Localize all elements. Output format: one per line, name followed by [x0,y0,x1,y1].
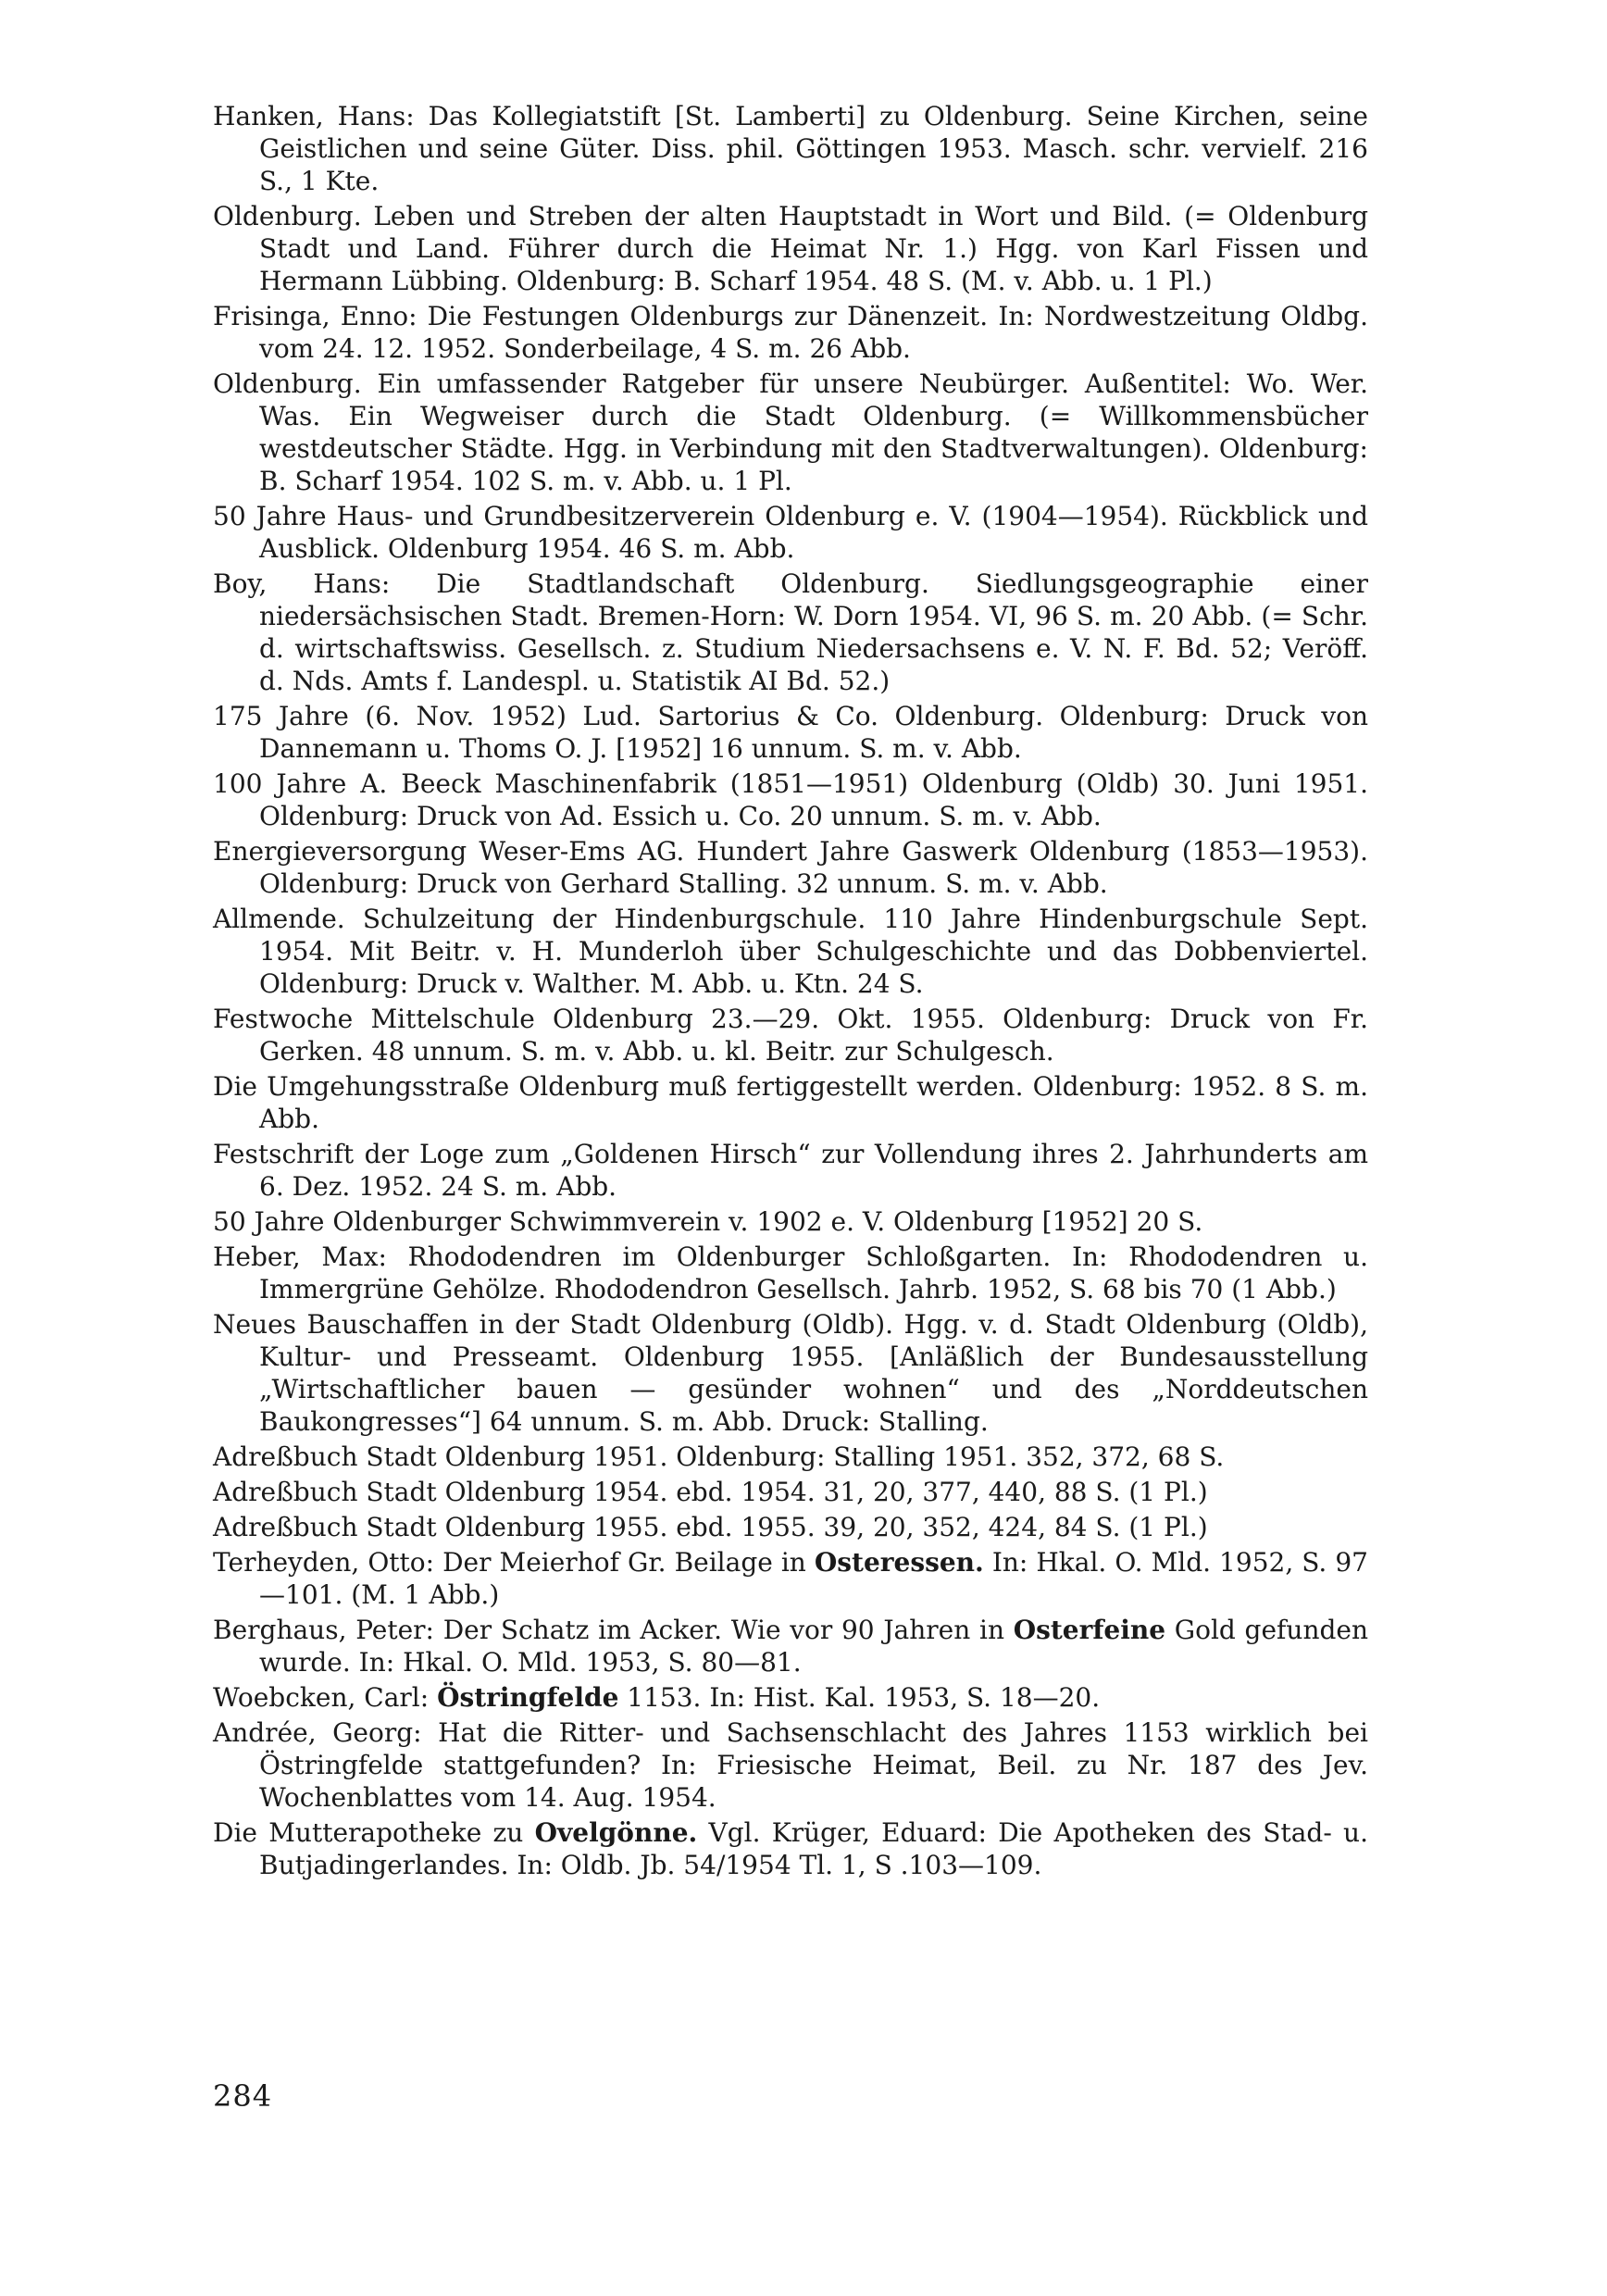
entry-text: Woebcken, Carl: [213,1682,438,1713]
bibliography-entry [213,835,1368,900]
entry-text: Terheyden, Otto: Der Meierhof Gr. Beilage in [213,1547,815,1578]
bibliography-entry [213,1546,1368,1611]
bibliography-entry [213,500,1368,565]
bibliography-entry [213,1716,1368,1814]
bibliography-entry [213,1476,1368,1508]
entry-text: Andrée, Georg: Hat die Ritter- und Sachsenschlacht des Jahres 1153 wirklich bei Östringfelde stattgefunden? In: Friesische Heimat, Beil. zu Nr. 187 des Jev. Wochenblattes vom 14. Aug. 1954. [213,1717,1368,1813]
entry-text: Festschrift der Loge zum „Goldenen Hirsch“ zur Vollendung ihres 2. Jahrhunderts am 6. Dez. 1952. 24 S. m. Abb. [213,1139,1368,1202]
bibliography-entry [213,1816,1368,1881]
entry-text: Boy, Hans: Die Stadtlandschaft Oldenburg. Siedlungsgeographie einer niedersächsischen Stadt. Bremen-Horn: W. Dorn 1954. VI, 96 S. m. 20 Abb. (= Schr. d. wirtschaftswiss. Gesellsch. z. Studium Niedersachsens e. V. N. F. Bd. 52; Veröff. d. Nds. Amts f. Landespl. u. Statistik AI Bd. 52.) [213,568,1368,696]
entry-text: Adreßbuch Stadt Oldenburg 1951. Oldenburg: Stalling 1951. 352, 372, 68 S. [213,1441,1225,1472]
bibliography-entry [213,903,1368,1000]
entry-text-continued: 1153. In: Hist. Kal. 1953, S. 18—20. [618,1682,1101,1713]
entry-text: Heber, Max: Rhododendren im Oldenburger Schloßgarten. In: Rhododendren u. Immergrüne Gehölze. Rhododendron Gesellsch. Jahrb. 1952, S. 68 bis 70 (1 Abb.) [213,1242,1368,1304]
entry-place-name: Osteressen. [814,1547,984,1578]
bibliography-entry [213,368,1368,497]
bibliography-entry [213,300,1368,365]
entry-text: Neues Bauschaffen in der Stadt Oldenburg (Oldb). Hgg. v. d. Stadt Oldenburg (Oldb), Kultur- und Presseamt. Oldenburg 1955. [Anläßlich der Bundesausstellung „Wirtschaftlicher bauen — gesünder wohnen“ und des „Norddeutschen Baukongresses“] 64 unnum. S. m. Abb. Druck: Stalling. [213,1309,1368,1437]
bibliography-entry [213,1241,1368,1305]
page-number: 284 [213,2078,273,2114]
bibliography-entry [213,1308,1368,1438]
entry-text: 50 Jahre Haus- und Grundbesitzerverein Oldenburg e. V. (1904—1954). Rückblick und Ausblick. Oldenburg 1954. 46 S. m. Abb. [213,501,1368,564]
bibliography-entry [213,100,1368,197]
entry-text: Hanken, Hans: Das Kollegiatstift [St. Lamberti] zu Oldenburg. Seine Kirchen, seine Geistlichen und seine Güter. Diss. phil. Göttingen 1953. Masch. schr. vervielf. 216 S., 1 Kte. [213,101,1368,196]
entry-text: Die Mutterapotheke zu [213,1817,535,1848]
bibliography-entry [213,200,1368,297]
entry-text: Energieversorgung Weser-Ems AG. Hundert Jahre Gaswerk Oldenburg (1853—1953). Oldenburg: Druck von Gerhard Stalling. 32 unnum. S. m. v. Abb. [213,836,1368,899]
bibliography-entry [213,767,1368,832]
entry-text: Festwoche Mittelschule Oldenburg 23.—29. Okt. 1955. Oldenburg: Druck von Fr. Gerken. 48 unnum. S. m. v. Abb. u. kl. Beitr. zur Schulgesch. [213,1004,1368,1067]
entry-text: Adreßbuch Stadt Oldenburg 1954. ebd. 1954. 31, 20, 377, 440, 88 S. (1 Pl.) [213,1477,1208,1507]
entry-text: 100 Jahre A. Beeck Maschinenfabrik (1851—1951) Oldenburg (Oldb) 30. Juni 1951. Oldenburg: Druck von Ad. Essich u. Co. 20 unnum. S. m. v. Abb. [213,768,1368,831]
bibliography-entry [213,1614,1368,1678]
bibliography-entry [213,1511,1368,1543]
entry-place-name: Östringfelde [437,1682,619,1713]
bibliography-entry [213,568,1368,697]
entry-text: Frisinga, Enno: Die Festungen Oldenburgs zur Dänenzeit. In: Nordwestzeitung Oldbg. vom 24. 12. 1952. Sonderbeilage, 4 S. m. 26 Abb. [213,301,1368,364]
bibliography-entry [213,1205,1368,1238]
entry-text: Die Umgehungsstraße Oldenburg muß fertiggestellt werden. Oldenburg: 1952. 8 S. m. Abb. [213,1071,1368,1134]
entry-text: Adreßbuch Stadt Oldenburg 1955. ebd. 1955. 39, 20, 352, 424, 84 S. (1 Pl.) [213,1512,1208,1542]
entry-text: Allmende. Schulzeitung der Hindenburgschule. 110 Jahre Hindenburgschule Sept. 1954. Mit Beitr. v. H. Munderloh über Schulgeschichte und das Dobbenviertel. Oldenburg: Druck v. Walther. M. Abb. u. Ktn. 24 S. [213,904,1368,999]
entry-text: 175 Jahre (6. Nov. 1952) Lud. Sartorius & Co. Oldenburg. Oldenburg: Druck von Dannemann u. Thoms O. J. [1952] 16 unnum. S. m. v. Abb. [213,701,1368,764]
entry-text: 50 Jahre Oldenburger Schwimmverein v. 1902 e. V. Oldenburg [1952] 20 S. [213,1206,1203,1237]
entry-text: Berghaus, Peter: Der Schatz im Acker. Wie vor 90 Jahren in [213,1615,1014,1645]
bibliography-entry [213,1681,1368,1714]
entry-place-name: Osterfeine [1013,1615,1166,1645]
entry-text: Oldenburg. Leben und Streben der alten Hauptstadt in Wort und Bild. (= Oldenburg Stadt und Land. Führer durch die Heimat Nr. 1.) Hgg. von Karl Fissen und Hermann Lübbing. Oldenburg: B. Scharf 1954. 48 S. (M. v. Abb. u. 1 Pl.) [213,201,1368,296]
bibliography-entry [213,1070,1368,1135]
bibliography-entry [213,1441,1368,1473]
bibliography-entry [213,700,1368,765]
bibliography-list [213,100,1368,1884]
entry-text: Oldenburg. Ein umfassender Ratgeber für unsere Neubürger. Außentitel: Wo. Wer. Was. Ein Wegweiser durch die Stadt Oldenburg. (= Willkommensbücher westdeutscher Städte. Hgg. in Verbindung mit den Stadtverwaltungen). Oldenburg: B. Scharf 1954. 102 S. m. v. Abb. u. 1 Pl. [213,368,1368,496]
bibliography-entry [213,1138,1368,1203]
entry-place-name: Ovelgönne. [534,1817,698,1848]
entry-text-continued: Gold gefunden wurde. In: Hkal. O. Mld. 1953, S. 80—81. [259,1615,1369,1678]
entry-text-continued: In: Hkal. O. Mld. 1952, S. 97—101. (M. 1 Abb.) [259,1547,1368,1610]
bibliography-entry [213,1003,1368,1067]
entry-text-continued: Vgl. Krüger, Eduard: Die Apotheken des Stad- u. Butjadingerlandes. In: Oldb. Jb. 54/1954 Tl. 1, S .103—109. [259,1817,1368,1880]
